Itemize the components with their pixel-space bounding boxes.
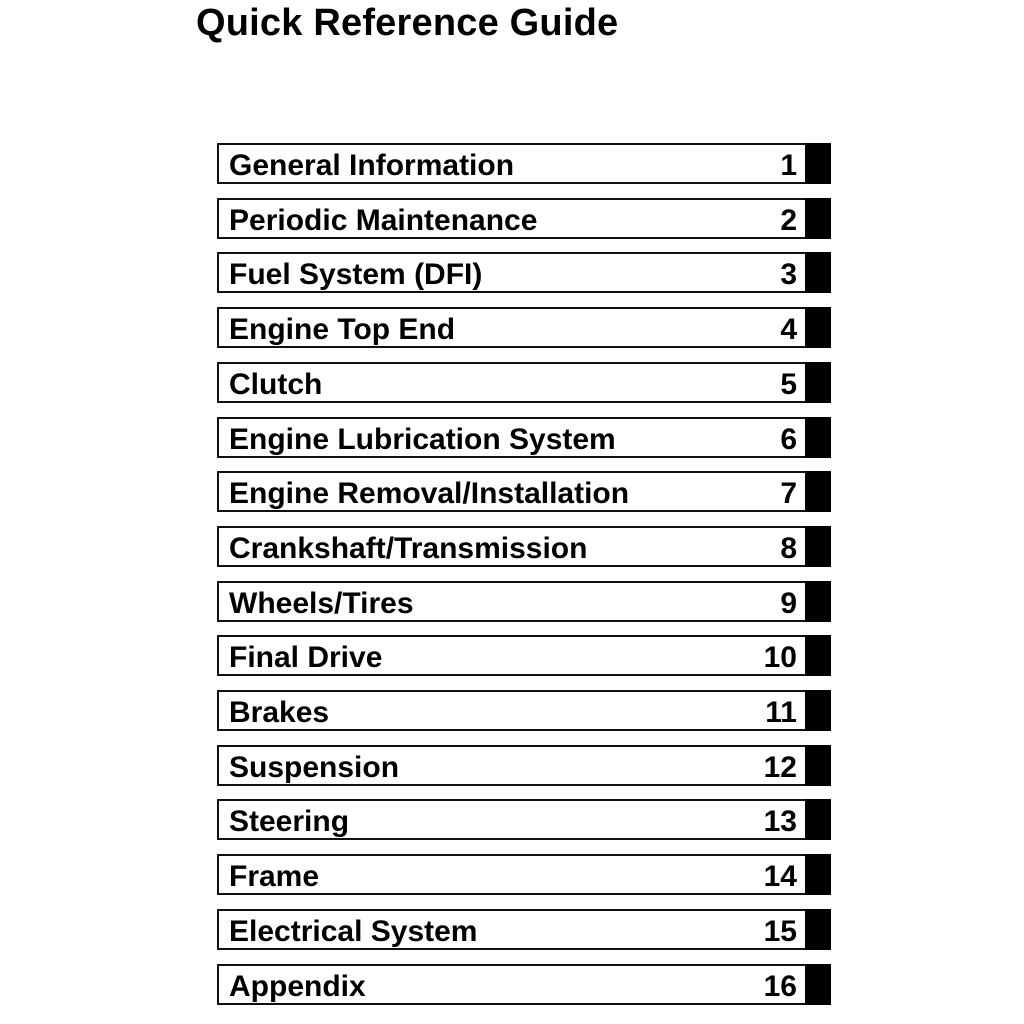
section-row-electrical-system[interactable] xyxy=(217,909,831,950)
section-label: Fuel System (DFI) xyxy=(229,258,483,292)
section-tab-marker xyxy=(805,471,831,512)
section-label: Clutch xyxy=(229,367,323,401)
section-tab-marker xyxy=(805,198,831,239)
section-label: Frame xyxy=(229,860,320,894)
section-tab-marker xyxy=(805,526,831,567)
section-number: 1 xyxy=(780,149,797,182)
section-row-crankshaft-transmission[interactable] xyxy=(217,526,831,567)
section-row-steering[interactable] xyxy=(217,799,831,840)
section-row-fuel-system[interactable] xyxy=(217,252,831,293)
section-tab-marker xyxy=(805,799,831,840)
section-label: Engine Removal/Installation xyxy=(229,477,630,511)
section-number: 7 xyxy=(780,477,797,511)
section-number: 9 xyxy=(780,586,797,620)
section-label: General Information xyxy=(229,149,515,182)
section-row-clutch[interactable] xyxy=(217,362,831,403)
section-number: 12 xyxy=(763,750,797,784)
section-tab-marker xyxy=(805,581,831,622)
section-label: Steering xyxy=(229,805,350,839)
section-tab-marker xyxy=(805,252,831,293)
section-number: 14 xyxy=(763,860,797,894)
section-row-frame[interactable] xyxy=(217,854,831,895)
section-label: Crankshaft/Transmission xyxy=(229,531,588,565)
section-tab-marker xyxy=(805,690,831,731)
section-label: Suspension xyxy=(229,750,400,784)
section-number: 11 xyxy=(765,696,797,729)
section-tab-marker xyxy=(805,745,831,786)
section-tab-marker xyxy=(805,854,831,895)
section-number: 2 xyxy=(780,203,797,237)
section-label: Engine Top End xyxy=(229,313,456,347)
section-label: Final Drive xyxy=(229,641,383,675)
section-row-final-drive[interactable] xyxy=(217,635,831,676)
section-number: 4 xyxy=(780,313,797,347)
section-row-wheels-tires[interactable] xyxy=(217,581,831,622)
section-number: 15 xyxy=(763,914,797,948)
section-tab-marker xyxy=(805,417,831,458)
section-label: Electrical System xyxy=(229,914,478,948)
section-row-general-information[interactable] xyxy=(217,143,831,184)
section-row-engine-removal-installation[interactable] xyxy=(217,471,831,512)
section-label: Periodic Maintenance xyxy=(229,203,538,237)
section-number: 5 xyxy=(780,367,797,401)
section-label: Engine Lubrication System xyxy=(229,422,616,456)
section-number: 13 xyxy=(763,805,797,839)
section-tab-marker xyxy=(805,362,831,403)
section-tab-marker xyxy=(805,307,831,348)
section-number: 8 xyxy=(780,531,797,565)
section-tab-marker xyxy=(805,143,831,184)
section-number: 6 xyxy=(780,422,797,456)
section-row-engine-top-end[interactable] xyxy=(217,307,831,348)
section-tab-marker xyxy=(805,635,831,676)
section-row-engine-lubrication-system[interactable] xyxy=(217,417,831,458)
section-row-periodic-maintenance[interactable] xyxy=(217,198,831,239)
section-tab-marker xyxy=(805,909,831,950)
section-row-brakes[interactable] xyxy=(217,690,831,731)
section-number: 16 xyxy=(763,969,797,1003)
section-label: Appendix xyxy=(229,969,366,1003)
section-number: 3 xyxy=(780,258,797,292)
page-title: Quick Reference Guide xyxy=(196,2,619,44)
section-row-suspension[interactable] xyxy=(217,745,831,786)
section-tab-marker xyxy=(805,964,831,1005)
section-label: Wheels/Tires xyxy=(229,586,414,620)
section-number: 10 xyxy=(763,641,797,675)
section-row-appendix[interactable] xyxy=(217,964,831,1005)
section-label: Brakes xyxy=(229,696,330,729)
